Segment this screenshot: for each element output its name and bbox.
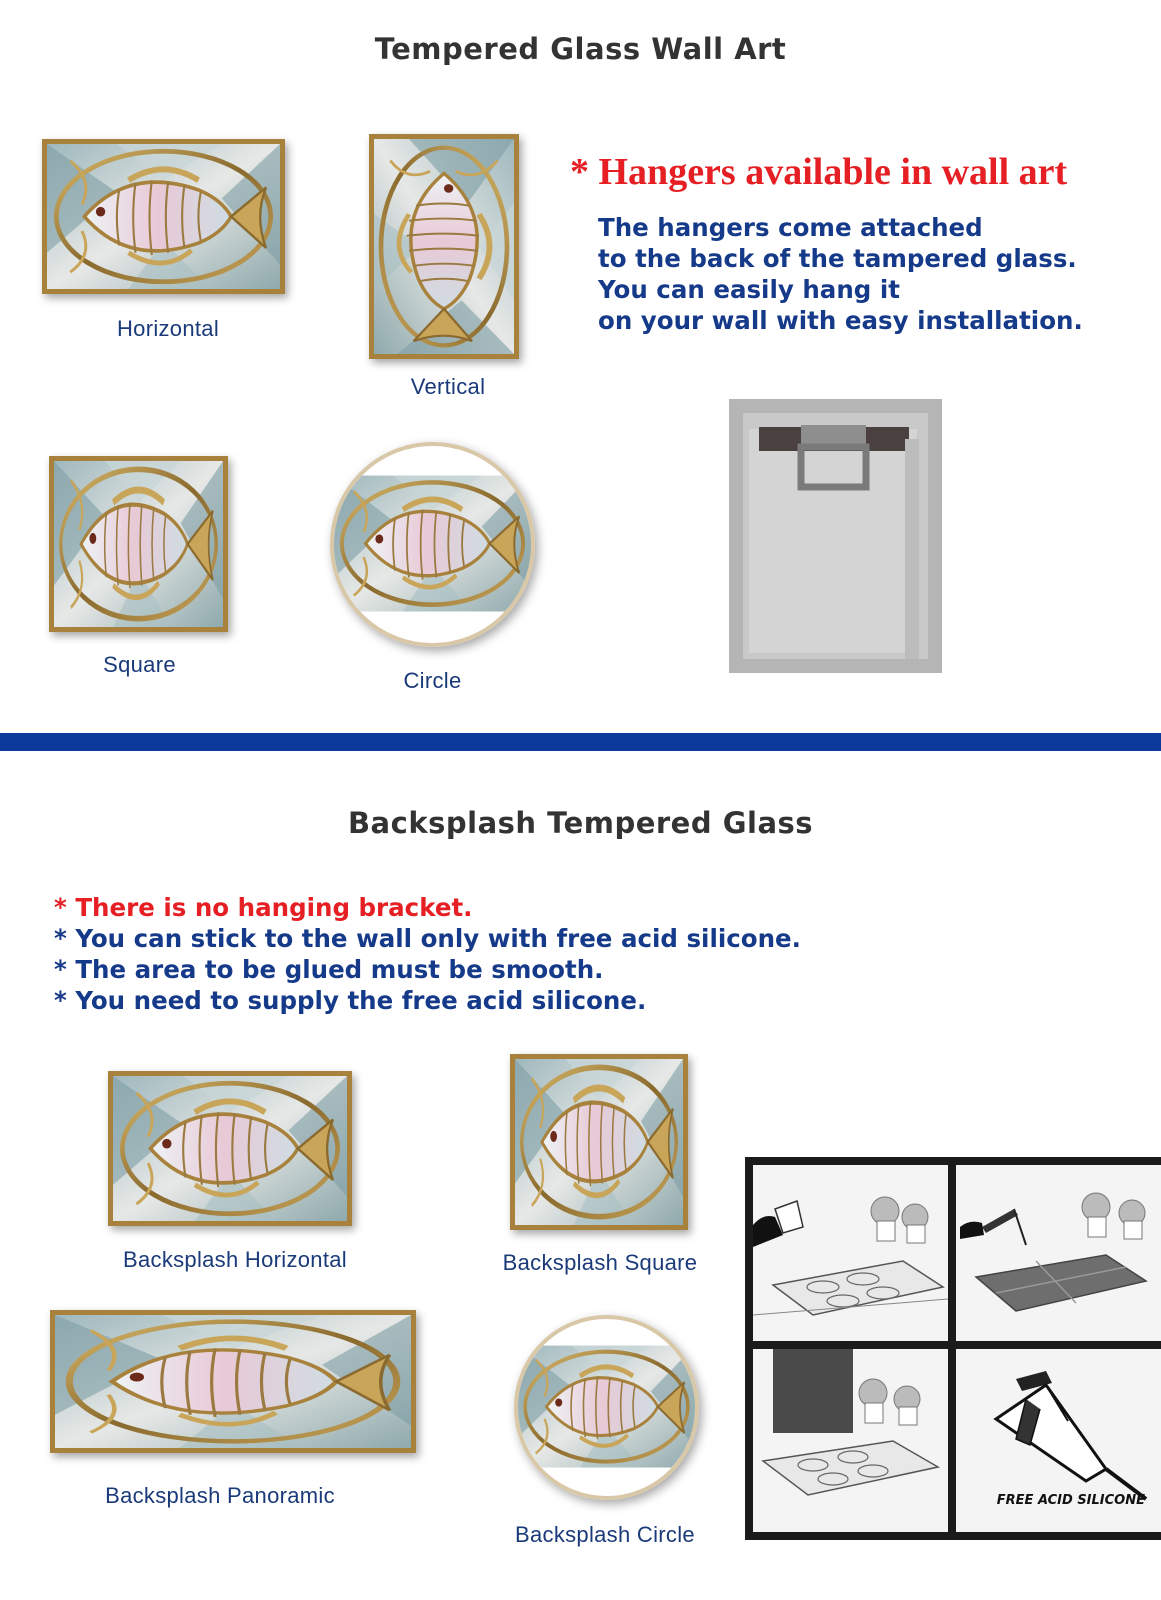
install-step-silicone-panel	[956, 1165, 1161, 1341]
vertical-art-image	[369, 134, 519, 359]
hangers-line: on your wall with easy installation.	[598, 306, 1083, 335]
install-step-gun-panel	[956, 1349, 1161, 1532]
wall-art-title: Tempered Glass Wall Art	[374, 32, 787, 66]
hanger-bracket-image	[729, 399, 942, 673]
vertical-label: Vertical	[410, 374, 486, 399]
install-step-hand-panel	[753, 1165, 948, 1341]
backsplash-note: * You need to supply the free acid silicone.	[54, 986, 647, 1015]
section-divider	[0, 733, 1161, 751]
circle-art-image	[330, 442, 535, 647]
backsplash-circle-label: Backsplash Circle	[515, 1522, 695, 1547]
backsplash-square-image	[510, 1054, 688, 1230]
hangers-line: to the back of the tampered glass.	[598, 244, 1077, 273]
hangers-line: The hangers come attached	[598, 213, 983, 242]
backsplash-square-label: Backsplash Square	[502, 1250, 698, 1275]
backsplash-note: * The area to be glued must be smooth.	[54, 955, 604, 984]
square-art-image	[49, 456, 228, 632]
hangers-description	[598, 212, 1083, 336]
backsplash-title: Backsplash Tempered Glass	[347, 806, 814, 840]
square-label: Square	[103, 652, 176, 677]
circle-label: Circle	[403, 668, 462, 693]
hangers-line: You can easily hang it	[598, 275, 900, 304]
backsplash-panoramic-image	[50, 1310, 416, 1453]
hangers-heading: * Hangers available in wall art	[570, 151, 1068, 193]
backsplash-note: * You can stick to the wall only with free acid silicone.	[54, 924, 801, 953]
backsplash-circle-image	[514, 1315, 699, 1500]
horizontal-art-image	[42, 139, 285, 294]
backsplash-horizontal-image	[108, 1071, 352, 1226]
backsplash-horizontal-label: Backsplash Horizontal	[123, 1247, 347, 1272]
install-step-finished-panel	[753, 1349, 948, 1532]
backsplash-note: * There is no hanging bracket.	[54, 893, 473, 922]
backsplash-panoramic-label: Backsplash Panoramic	[105, 1483, 335, 1508]
horizontal-label: Horizontal	[116, 316, 220, 341]
installation-steps-illustration	[745, 1157, 1161, 1540]
free-acid-silicone-label: FREE ACID SILICONE	[996, 1493, 1145, 1508]
